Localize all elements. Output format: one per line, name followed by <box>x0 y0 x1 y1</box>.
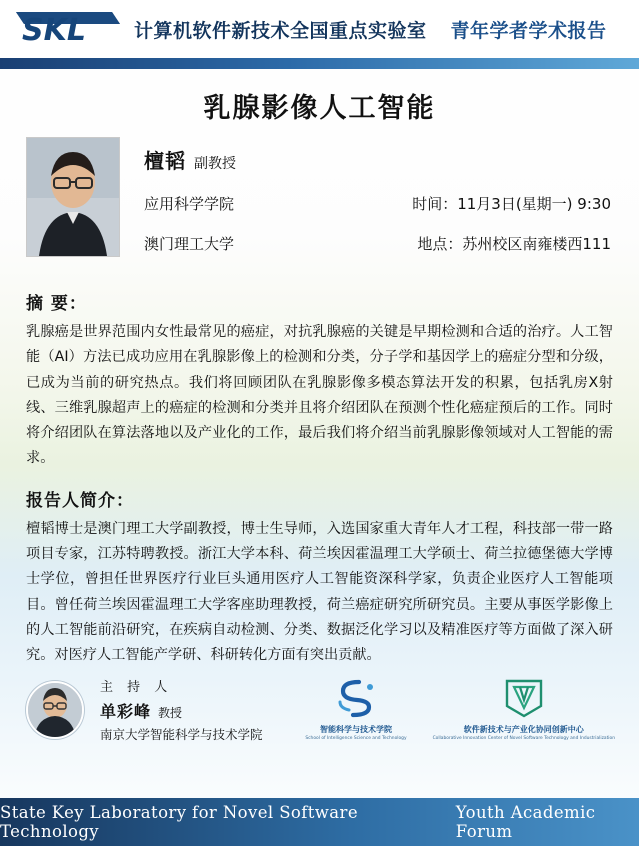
footer-logo-intelligence-caption-en: School of Intelligence Science and Technology <box>305 736 407 742</box>
footer-logo-innovation-caption: 软件新技术与产业化协同创新中心 <box>463 725 584 735</box>
speaker-portrait-illustration <box>27 138 119 256</box>
host-label: 主 持 人 <box>100 680 173 696</box>
footer-logo-innovation-caption-en: Collaborative Innovation Center of Novel Software Technology and Industrialization <box>432 736 615 742</box>
abstract-heading: 摘 要： <box>26 294 87 314</box>
talk-time: 时间：11月3日(星期一) 9:30 <box>412 195 611 213</box>
host-area <box>0 668 639 743</box>
abstract-body: 乳腺癌是世界范围内女性最常见的癌症，对抗乳腺癌的关键是早期检测和合适的治疗。人工智能（AI）方法已成功应用在乳腺影像上的检测和分类，分子学和基因学上的癌症分型和分级，已成为当前的研究热点。我们将回顾团队在乳腺影像多模态算法开发的积累，包括乳房X射线、三维乳腺超声上的癌症的检测和分类并且将介绍团队在预测个性化癌症预后的工作。同时将介绍团队在算法落地以及产业化的工作，最后我们将介绍当前乳腺影像领域对人工智能的需求。 <box>26 324 613 467</box>
host-affiliation: 南京大学智能科学与技术学院 <box>100 727 263 743</box>
speaker-info <box>120 137 617 273</box>
host-portrait <box>26 681 84 739</box>
svg-text:SKL: SKL <box>22 13 86 48</box>
speaker-institution: 澳门理工大学 <box>144 235 235 253</box>
speaker-block <box>0 131 639 277</box>
page-title: 乳腺影像人工智能 <box>203 93 436 124</box>
bottom-lab-name-en: State Key Laboratory for Novel Software Technology <box>0 803 358 841</box>
bottom-forum-name-en: Youth Academic Forum <box>455 803 596 841</box>
skl-logo <box>14 6 122 52</box>
bio-body: 檀韬博士是澳门理工大学副教授，博士生导师，入选国家重大青年人才工程，科技部一带一路项目专家，江苏特聘教授。浙江大学本科、荷兰埃因霍温理工大学硕士、荷兰拉德堡德大学博士学位，曾担任世界医疗行业巨头通用医疗人工智能资深科学家，负责企业医疗人工智能项目。曾任荷兰埃因霍温理工大学客座助理教授，荷兰癌症研究所研究员。主要从事医学影像上的人工智能前沿研究，在疾病自动检测、分类、数据泛化学习以及精准医疗等方面做了深入研究。对医疗人工智能产学研、科研转化方面有突出贡献。 <box>26 520 613 664</box>
header-title-group <box>134 16 607 43</box>
speaker-department-row <box>144 193 617 214</box>
bio-section <box>0 474 639 669</box>
poster-header <box>0 0 639 58</box>
lab-name: 计算机软件新技术全国重点实验室 <box>134 19 427 42</box>
forum-name: 青年学者学术报告 <box>450 19 607 42</box>
host-name-row <box>100 699 263 722</box>
bio-heading: 报告人简介： <box>26 490 134 511</box>
speaker-name-row <box>144 145 617 174</box>
header-accent-bar <box>0 58 639 69</box>
talk-place: 地点：苏州校区南雍楼西111 <box>417 235 611 253</box>
speaker-department: 应用科学学院 <box>144 195 235 213</box>
school-of-intelligence-logo-icon <box>329 678 383 718</box>
footer-logo-intelligence-caption: 智能科学与技术学院 <box>319 725 392 735</box>
footer-logos <box>305 678 619 741</box>
host-text <box>94 676 263 743</box>
footer-logo-innovation <box>433 678 615 741</box>
host-name: 单彩峰 <box>100 702 152 722</box>
speaker-name: 檀韬 <box>144 149 186 173</box>
collaborative-innovation-center-logo-icon <box>501 678 547 718</box>
host-rank: 教授 <box>158 706 183 721</box>
bottom-bar <box>0 798 639 846</box>
abstract-section <box>0 277 639 472</box>
speaker-institution-row <box>144 233 617 254</box>
speaker-portrait <box>26 137 120 257</box>
footer-logo-intelligence <box>305 678 406 741</box>
host-portrait-illustration <box>28 683 82 737</box>
speaker-rank: 副教授 <box>194 156 236 172</box>
skl-logo-svg <box>14 6 122 52</box>
